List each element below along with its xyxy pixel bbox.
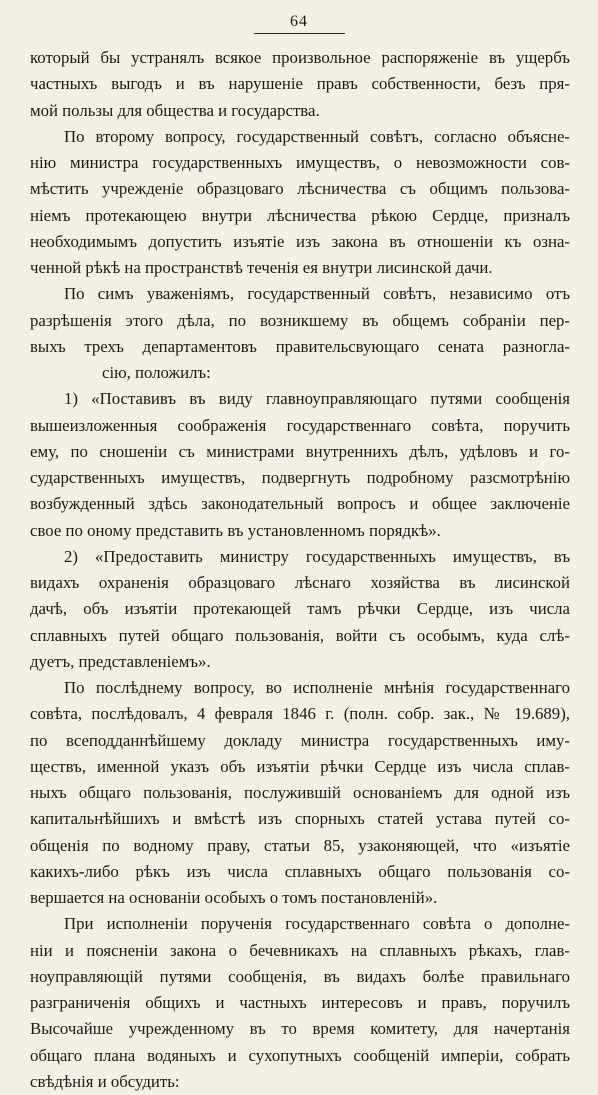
text-line: разрѣшенія этого дѣла, по возникшему въ общемъ собраніи пер- [30,310,570,330]
text-line: по всеподданнѣйшему докладу министра государственныхъ иму- [30,730,570,750]
text-line: ніи и поясненіи закона о бечевникахъ на сплавныхъ рѣкахъ, глав- [30,940,570,960]
text-line: Высочайше учрежденному въ то время комитету, для начертанія [30,1019,570,1039]
text-line: совѣта, послѣдовалъ, 4 февраля 1846 г. (полн. собр. зак., № 19.689), [30,704,570,724]
text-line: По симъ уваженіямъ, государственный совѣтъ, независимо отъ [64,284,570,304]
text-line: общенія по водному праву, статьи 85, узаконяющей, что «изъятіе [30,835,570,855]
text-line: ществъ, именной указъ объ изъятіи рѣчки Сердце изъ числа сплав- [30,756,570,776]
text-line: выхъ трехъ департаментовъ правительсвующаго сената разногла- [30,336,570,356]
text-line: сію, положилъ: [102,363,211,382]
text-line: ноуправляющій путями сообщенія, въ видахъ болѣе правильнаго [30,966,570,986]
text-line: По второму вопросу, государственный совѣтъ, согласно объясне- [64,126,570,146]
text-line: вершается на основаніи особыхъ о томъ постановленій». [30,888,438,907]
text-line: свѣдѣнія и обсудить: [30,1071,180,1091]
text-line: 1) «Поставивъ въ виду главноуправляющаго путями сообщенія [64,389,570,409]
text-line: дачѣ, объ изъятіи протекающей тамъ рѣчки Сердце, изъ числа [30,599,570,619]
page-number: 64 [290,13,308,30]
text-line: какихъ-либо рѣкъ изъ числа сплавныхъ общаго пользованія со- [30,861,570,881]
body-text [30,45,570,1095]
text-line: дуетъ, представленіемъ». [30,651,211,671]
header-rule [254,33,345,34]
text-line: сплавныхъ путей общаго пользованія, войти съ особымъ, куда слѣ- [30,625,570,645]
text-line: капитальнѣйшихъ и вмѣстѣ изъ спорныхъ статей устава путей со- [30,809,570,829]
text-line: мѣстить учрежденіе образцоваго лѣсничества съ общимъ пользова- [30,179,570,199]
text-line: 2) «Предоставить министру государственныхъ имуществъ, въ [64,546,570,566]
text-line: частныхъ выгодъ и въ нарушеніе правъ собственности, безъ пря- [30,74,570,94]
text-line: необходимымъ допустить изъятіе изъ закона въ отношеніи къ озна- [30,231,570,251]
text-line: который бы устранялъ всякое произвольное распоряженіе въ ущербъ [30,48,570,67]
text-line: ныхъ общаго пользованія, послужившій основаніемъ для одной изъ [30,783,570,802]
text-line: возбужденный здѣсь законодательный вопросъ и общее заключеніе [30,494,570,514]
text-line: По послѣднему вопросу, во исполненіе мнѣнія государственнаго [64,678,570,697]
text-line: мой пользы для общества и государства. [30,100,320,120]
text-line: сударственныхъ имуществъ, подвергнуть подробному разсмотрѣнію [30,468,570,487]
text-line: При исполненіи порученія государственнаго совѣта о дополне- [64,914,570,934]
text-line: видахъ охраненія образцоваго лѣснаго хозяйства въ лисинской [30,573,570,592]
text-line: разграниченія общихъ и частныхъ интересовъ и правъ, поручилъ [30,993,570,1012]
text-line: общаго плана водяныхъ и сухопутныхъ сообщеній имперіи, собрать [30,1045,570,1065]
text-line: нію министра государственныхъ имуществъ, о невозможности сов- [30,153,570,172]
text-line: ніемъ протекающею внутри лѣсничества рѣкою Сердце, призналъ [30,205,570,225]
text-line: вышеизложенныя соображенія государственнаго совѣта, поручить [30,415,570,435]
text-line: ему, по сношеніи съ министрами внутреннихъ дѣлъ, удѣловъ и го- [30,441,570,461]
text-line: свое по оному представить въ установленномъ порядкѣ». [30,520,441,540]
text-line: ченной рѣкѣ на пространствѣ теченія ея внутри лисинской дачи. [30,258,493,277]
